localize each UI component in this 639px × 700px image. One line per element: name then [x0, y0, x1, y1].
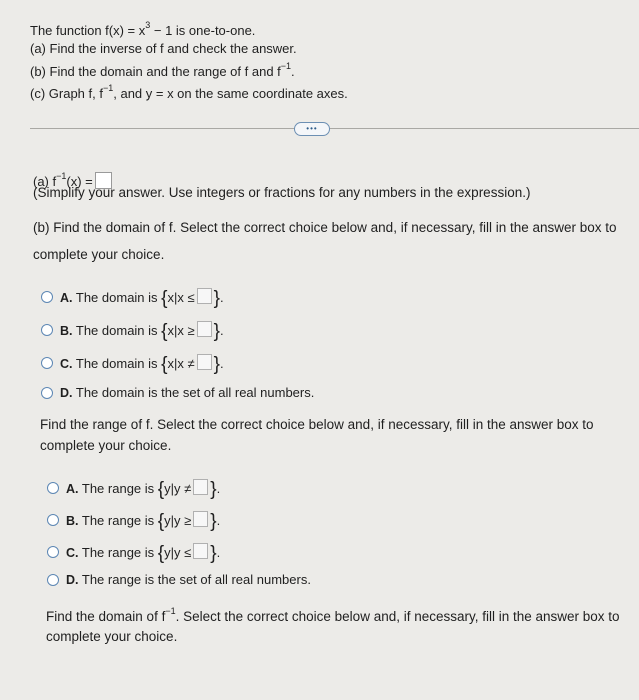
domain-choice-c[interactable]: C. The domain is {x|x ≠ }. — [60, 354, 224, 375]
range-choice-c[interactable]: C. The range is {y|y ≤ }. — [66, 543, 221, 564]
domain-instruction-line-2: complete your choice. — [33, 247, 165, 262]
domain-choice-b[interactable]: B. The domain is {x|x ≥ }. — [60, 321, 224, 342]
domain-choice-a-radio[interactable] — [41, 291, 53, 303]
domain-choice-b-radio[interactable] — [41, 324, 53, 336]
range-choice-c-radio[interactable] — [47, 546, 59, 558]
domain-c-answer-box[interactable] — [197, 354, 212, 370]
range-c-answer-box[interactable] — [193, 543, 208, 559]
problem-line-4: (c) Graph f, $f^{-1}$, and y = x on the same coordinate axes. — [30, 83, 348, 101]
section-divider — [30, 128, 639, 129]
range-choice-b-radio[interactable] — [47, 514, 59, 526]
domain-b-answer-box[interactable] — [197, 321, 212, 337]
problem-line-2: (a) Find the inverse of f and check the answer. — [30, 41, 297, 56]
range-b-answer-box[interactable] — [193, 511, 208, 527]
domain-choice-c-radio[interactable] — [41, 357, 53, 369]
range-choice-a-radio[interactable] — [47, 482, 59, 494]
ellipsis-icon: ••• — [306, 124, 318, 133]
range-instruction-line-1: Find the range of f. Select the correct choice below and, if necessary, fill in the answer box to — [40, 417, 594, 432]
inverse-domain-instruction-line-2: complete your choice. — [46, 629, 178, 644]
domain-instruction-line-1: (b) Find the domain of f. Select the correct choice below and, if necessary, fill in the answer box to — [33, 220, 617, 235]
problem-line-3: (b) Find the domain and the range of f and $f^{-1}$. — [30, 61, 295, 79]
inverse-domain-instruction-line-1: Find the domain of $f^{-1}$. Select the correct choice below and, if necessary, fill in the answer box to — [46, 606, 620, 624]
more-options-button[interactable] — [294, 122, 330, 136]
range-choice-b[interactable]: B. The range is {y|y ≥ }. — [66, 511, 221, 532]
range-choice-a[interactable]: A. The range is {y|y ≠ }. — [66, 479, 221, 500]
domain-a-answer-box[interactable] — [197, 288, 212, 304]
part-a-hint: (Simplify your answer. Use integers or fractions for any numbers in the expression.) — [33, 185, 531, 200]
domain-choice-d-radio[interactable] — [41, 387, 53, 399]
range-choice-d[interactable]: D. The range is the set of all real numbers. — [66, 572, 311, 587]
domain-choice-d[interactable]: D. The domain is the set of all real numbers. — [60, 385, 315, 400]
range-choice-d-radio[interactable] — [47, 574, 59, 586]
part-a-prompt: (a) $f^{-1}(x)$ = — [33, 172, 112, 190]
problem-line-1: The function $f(x) = x^3 - 1$ is one-to-one. — [30, 20, 256, 38]
domain-choice-a[interactable]: A. The domain is {x|x ≤ }. — [60, 288, 224, 309]
range-instruction-line-2: complete your choice. — [40, 438, 172, 453]
range-a-answer-box[interactable] — [193, 479, 208, 495]
